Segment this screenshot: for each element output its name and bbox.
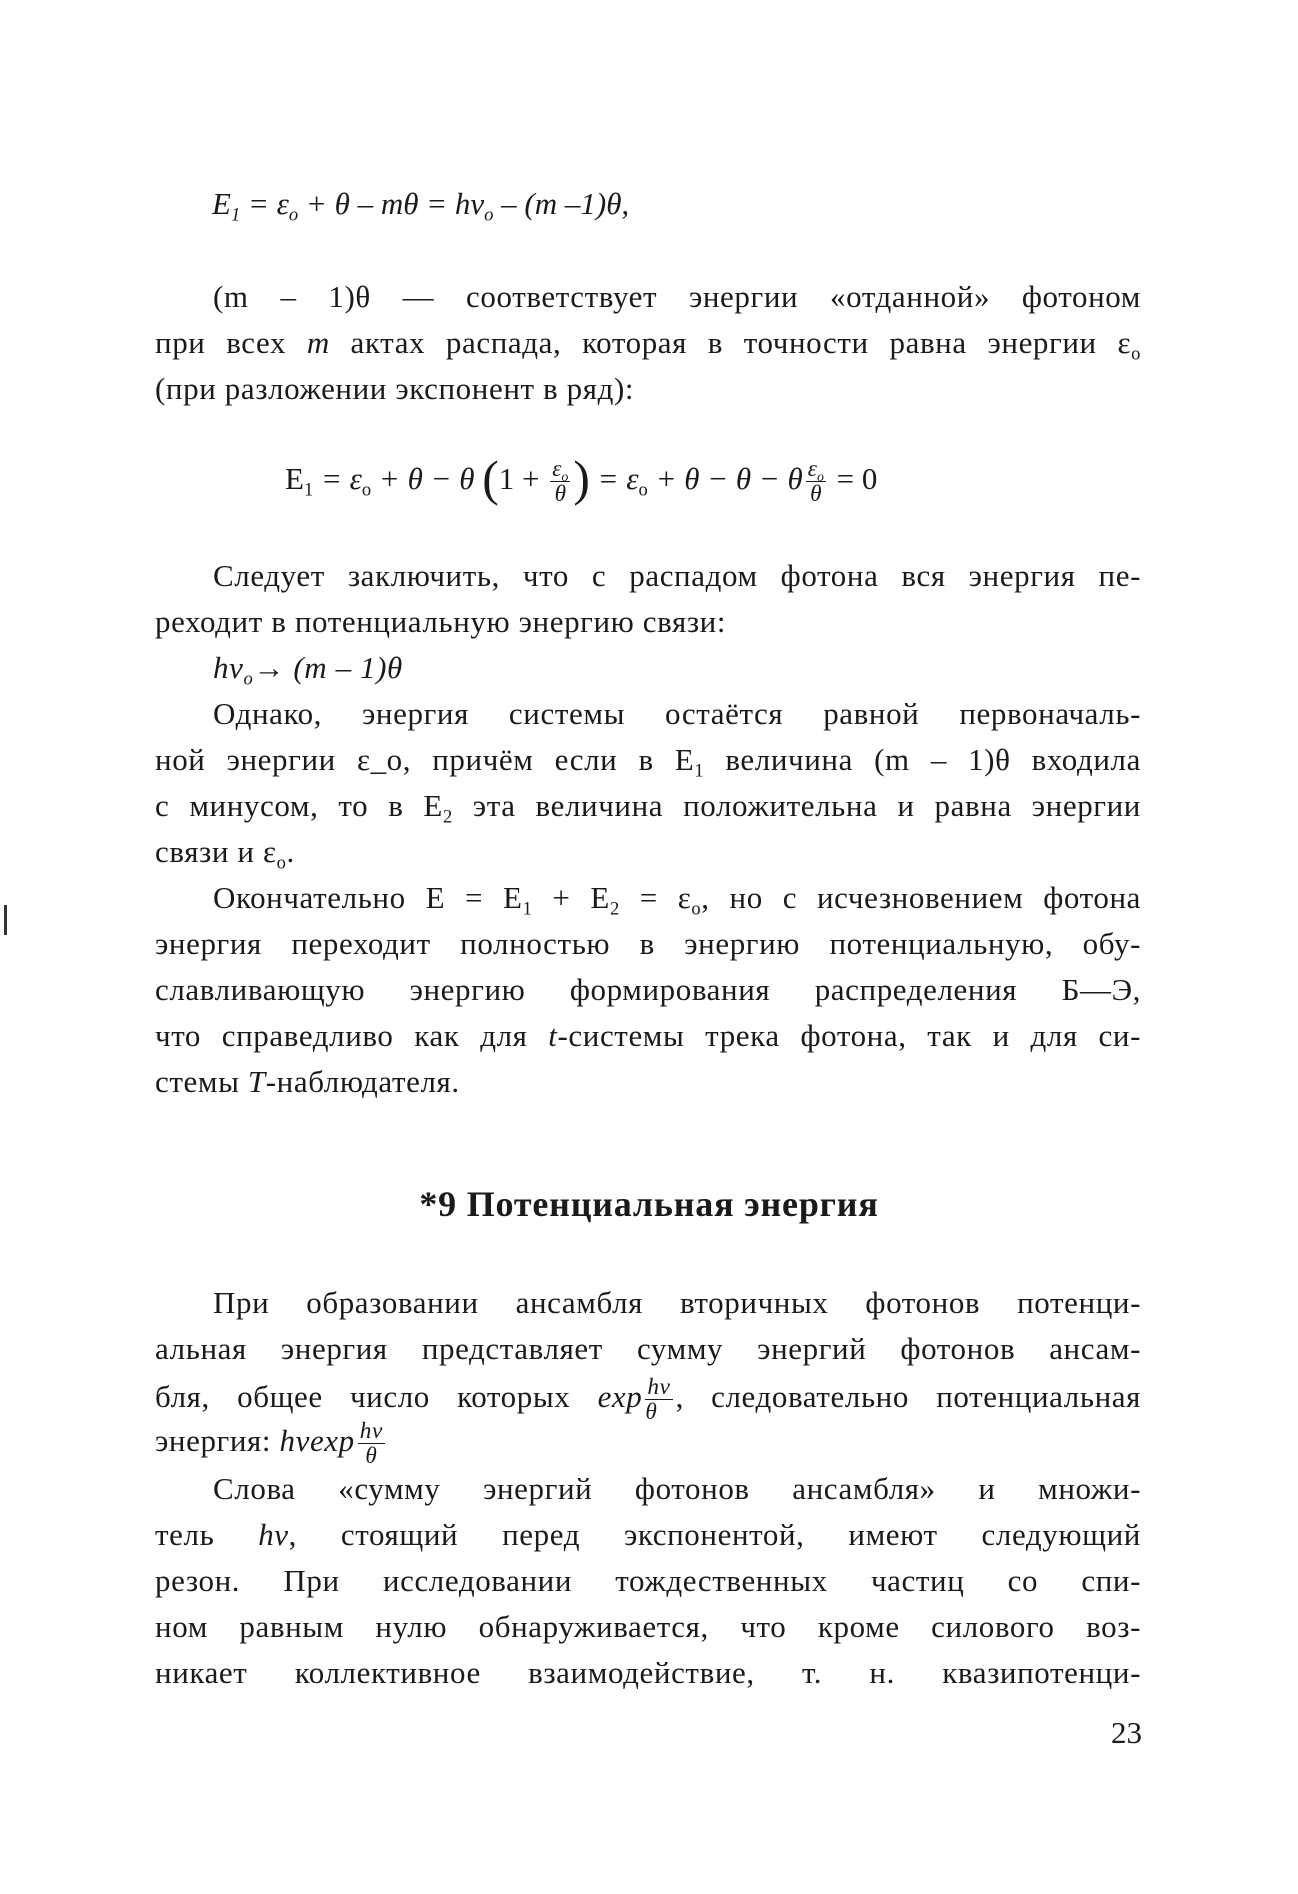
para5-line3: бля, общее число которых exp $\frac{hv}{\theta}$ , следовательно потенциальная	[155, 1373, 1141, 1426]
para4-line5: стемы T-наблюдателя.	[155, 1064, 460, 1099]
para2-line1: Следует заключить, что с распадом фотона вся энергия пе-	[213, 558, 1141, 593]
formula-centered: $E_1 = \varepsilon_o + \theta - \theta$ (1 + $\frac{\varepsilon_o}{\theta}$ ) = $\varepsilon_o + \theta - \theta - \theta$ $\frac{\varepsilon_o}{\theta}$ = 0	[285, 451, 878, 508]
para5-line4: энергия: hvexp $\frac{hv}{\theta}$	[155, 1417, 383, 1470]
para6-line3: резон. При исследовании тождественных частиц со спи-	[155, 1563, 1141, 1598]
para4-line4: что справедливо как для t-системы трека фотона, так и для си-	[155, 1018, 1142, 1053]
para6-line1: Слова «сумму энергий фотонов ансамбля» и множи-	[213, 1471, 1141, 1506]
para3-line2: ной энергии ε_o, причём если в $E_1$ величина (m – 1)θ входила	[155, 742, 1141, 782]
para1-line1: (m – 1)θ — соответствует энергии «отданной» фотоном	[213, 279, 1141, 314]
para2-formula: $hv_o\to (m - 1)\theta$	[213, 650, 403, 690]
para3-line4: связи и $\varepsilon_o$.	[155, 834, 295, 874]
para5-line2: альная энергия представляет сумму энергий фотонов ансам-	[155, 1331, 1141, 1366]
para6-line2: тель hv, стоящий перед экспонентой, имеют следующий	[155, 1517, 1141, 1552]
para6-line4: ном равным нулю обнаруживается, что кроме силового воз-	[155, 1609, 1141, 1644]
para4-line3: славливающую энергию формирования распределения Б—Э,	[155, 972, 1141, 1007]
fraction-hv-theta-2: $\frac{hv}{\theta}$	[359, 1417, 383, 1470]
para4-line2: энергия переходит полностью в энергию потенциальную, обу-	[155, 926, 1141, 961]
para6-line5: никает коллективное взаимодействие, т. н. квазипотенци-	[155, 1655, 1141, 1690]
para1-line2: при всех m актах распада, которая в точности равна энергии $\varepsilon_o$	[155, 325, 1141, 365]
fraction-eps-theta: $\frac{\varepsilon_o}{\theta}$	[552, 456, 569, 508]
fraction-eps-theta-2: $\frac{\varepsilon_o}{\theta}$	[807, 456, 824, 508]
formula-e1: $E_1 = \varepsilon_o + \theta - m\theta = hv_o - (m$ –1)θ,	[212, 186, 630, 226]
para3-line3: с минусом, то в $E_2$ эта величина положительна и равна энергии	[155, 788, 1142, 828]
section-heading: *9 Потенциальная энергия	[419, 1184, 879, 1224]
scan-edge-mark	[4, 905, 7, 935]
para3-line1: Однако, энергия системы остаётся равной первоначаль-	[213, 696, 1141, 731]
para4-line1: Окончательно $E = E_1 + E_2 = \varepsilon_o$, но с исчезновением фотона	[213, 880, 1142, 920]
para2-line2: реходит в потенциальную энергию связи:	[155, 604, 727, 639]
para1-line3: (при разложении экспонент в ряд):	[155, 371, 635, 406]
para5-line1: При образовании ансамбля вторичных фотонов потенци-	[213, 1285, 1141, 1320]
fraction-hv-theta: $\frac{hv}{\theta}$	[645, 1373, 671, 1426]
page-number: 23	[1111, 1715, 1142, 1750]
